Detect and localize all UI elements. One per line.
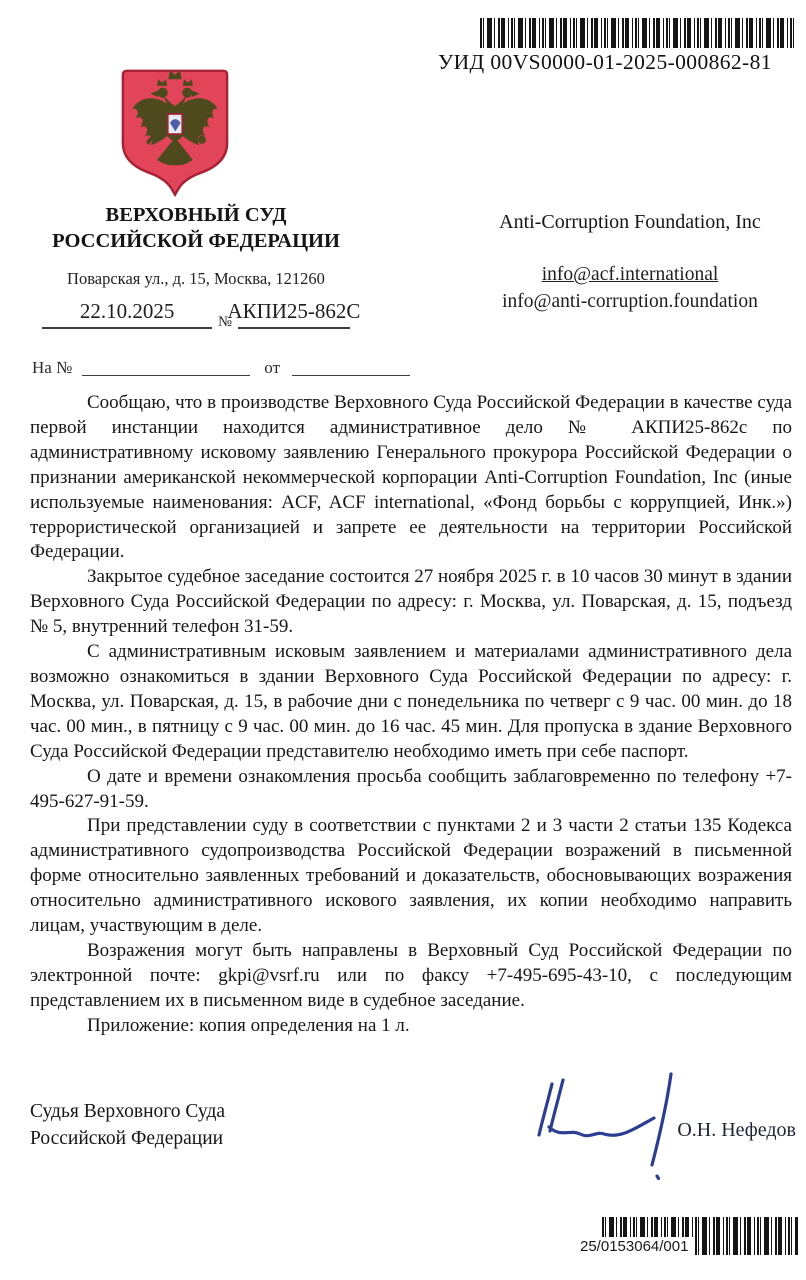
- paragraph-review: С административным исковым заявлением и материалами административного дела возможно ознакомиться в здании Верховного Суда Российской Федерации по адресу: г. Москва, ул. Поварская, д. 15, в рабочие дни с понедельника по четверг с 9 час. 00 мин. до 18 час. 00 мин., в пятницу с 9 час. 00 мин. до 16 час. 45 мин. Для пропуска в здание Верховного Суда Российской Федерации представителю необходимо иметь при себе паспорт.: [30, 641, 792, 762]
- date-number-row: [26, 299, 366, 329]
- court-name-line1: ВЕРХОВНЫЙ СУД: [105, 204, 287, 226]
- letter-body: [30, 391, 792, 1039]
- signer-title-line1: Судья Верховного Суда: [30, 1101, 226, 1122]
- court-address: Поварская ул., д. 15, Москва, 121260: [67, 269, 325, 289]
- paragraph-objections-send: Возражения могут быть направлены в Верховный Суд Российской Федерации по электронной почте: gkpi@vsrf.ru или по факсу +7-495-695-43-10, с последующим представлением их в письменном виде в судебное заседание.: [30, 939, 792, 1011]
- case-number: АКПИ25-862С: [238, 299, 350, 329]
- registration-barcode: [580, 1217, 798, 1255]
- ref-ot-label: от: [264, 358, 281, 377]
- court-name-line2: РОССИЙСКОЙ ФЕДЕРАЦИИ: [52, 229, 340, 252]
- letter-date: 22.10.2025: [42, 299, 212, 329]
- signer-title: [30, 1099, 225, 1153]
- uid-barcode: [438, 18, 794, 75]
- paragraph-attachment: Приложение: копия определения на 1 л.: [87, 1014, 410, 1036]
- addressee-email-primary: info@acf.international: [541, 264, 719, 285]
- signature-area: [536, 1072, 798, 1204]
- reference-line: [32, 356, 410, 378]
- coat-of-arms: [118, 68, 232, 198]
- paragraph-case-info: Сообщаю, что в производстве Верховного Суда Российской Федерации в качестве суда первой инстанции находится административное дело № АКПИ25-862с по административному исковому заявлению Генерального прокурора Российской Федерации о признании американской некоммерческой корпорации Anti-Corruption Foundation, Inc (иные используемые наименования: ACF, ACF international, «Фонд борьбы с коррупцией, Инк.») террористической организацией и запрете ее деятельности на территории Российской Федерации.: [30, 392, 792, 563]
- paragraph-objections-law: При представлении суду в соответствии с пунктами 2 и 3 части 2 статьи 135 Кодекса административного судопроизводства Российской Федерации возражений в письменной форме относительно заявленных требований и доказательств, обосновывающих возражения относительно административного искового заявления, их копии необходимо направить лицам, участвующим в деле.: [30, 815, 792, 937]
- ref-date-blank: [292, 356, 410, 376]
- signer-name: О.Н. Нефедов: [677, 1119, 796, 1141]
- signer-title-line2: Российской Федерации: [30, 1127, 224, 1149]
- registration-barcode-label: 25/0153064/001: [580, 1237, 694, 1256]
- court-header: [26, 203, 366, 329]
- number-sign: №: [218, 314, 232, 331]
- addressee-name: Anti-Corruption Foundation, Inc: [499, 211, 761, 233]
- ref-number-blank: [82, 356, 250, 376]
- addressee-emails: [460, 261, 800, 316]
- paragraph-phone: О дате и времени ознакомления просьба сообщить заблаговременно по телефону +7-495-627-91-59.: [30, 765, 792, 812]
- addressee-block: [460, 211, 800, 316]
- addressee-email-secondary: info@anti-corruption.foundation: [502, 291, 758, 313]
- court-name: [26, 203, 366, 254]
- uid-barcode-label: УИД 00VS0000-01-2025-000862-81: [438, 50, 772, 74]
- uid-barcode-bars: [480, 18, 794, 48]
- ref-na-label: На №: [32, 358, 73, 377]
- paragraph-hearing: Закрытое судебное заседание состоится 27 ноября 2025 г. в 10 часов 30 минут в здании Верховного Суда Российской Федерации по адресу: г. Москва, ул. Поварская, д. 15, подъезд № 5, внутренний телефон 31-59.: [30, 566, 792, 638]
- coat-of-arms-icon: [118, 68, 232, 198]
